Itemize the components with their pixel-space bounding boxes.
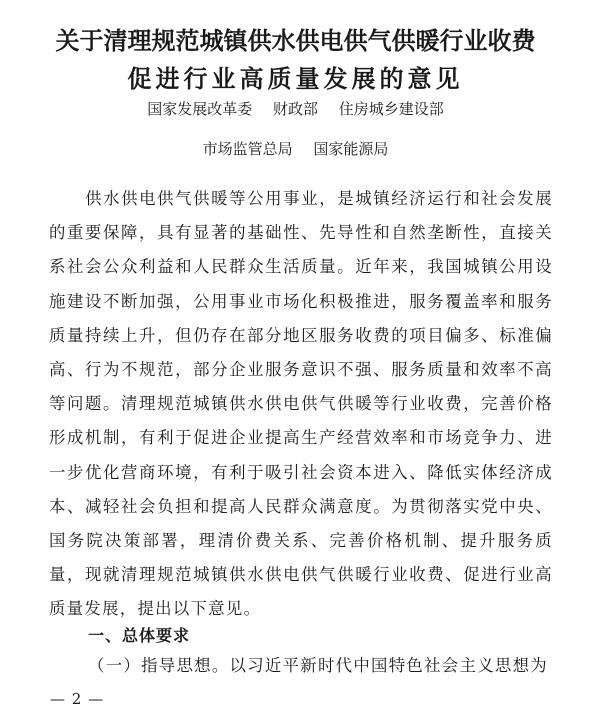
issuing-agencies-row2 bbox=[0, 138, 591, 160]
subsection-text: （一）指导思想。以习近平新时代中国特色社会主义思想为 bbox=[88, 656, 548, 675]
issuer-mof: 财政部 bbox=[272, 100, 318, 118]
issuer-samr: 市场监管总局 bbox=[202, 140, 293, 158]
page-number: — 2 — bbox=[50, 690, 105, 708]
issuer-nea: 国家能源局 bbox=[313, 140, 389, 158]
issuer-ndrc: 国家发展改革委 bbox=[147, 100, 253, 118]
document-title-line2: 促进行业高质量发展的意见 bbox=[127, 65, 464, 93]
document-body bbox=[49, 182, 553, 627]
issuer-mohurd: 住房城乡建设部 bbox=[338, 100, 444, 118]
document-title-line1: 关于清理规范城镇供水供电供气供暖行业收费 bbox=[55, 27, 536, 55]
body-paragraph: 供水供电供气供暖等公用事业，是城镇经济运行和社会发展的重要保障，具有显著的基础性、先导性和自然垄断性，直接关系社会公众利益和人民群众生活质量。近年来，我国城镇公用设施建设不断加强，公用事业市场化积极推进，服务覆盖率和服务质量持续上升，但仍存在部分地区服务收费的项目偏多、标准偏高、行为不规范，部分企业服务意识不强、服务质量和效率不高等问题。清理规范城镇供水供电供气供暖等行业收费，完善价格形成机制，有利于促进企业提高生产经营效率和市场竞争力、进一步优化营商环境，有利于吸引社会资本进入、降低实体经济成本、减轻社会负担和提高人民群众满意度。为贯彻落实党中央、国务院决策部署，理清价费关系、完善价格机制、提升服务质量，现就清理规范城镇供水供电供气供暖行业收费、促进行业高质量发展，提出以下意见。 bbox=[49, 189, 553, 619]
section-heading: 一、总体要求 bbox=[88, 626, 191, 645]
issuing-agencies-row1 bbox=[0, 98, 591, 120]
